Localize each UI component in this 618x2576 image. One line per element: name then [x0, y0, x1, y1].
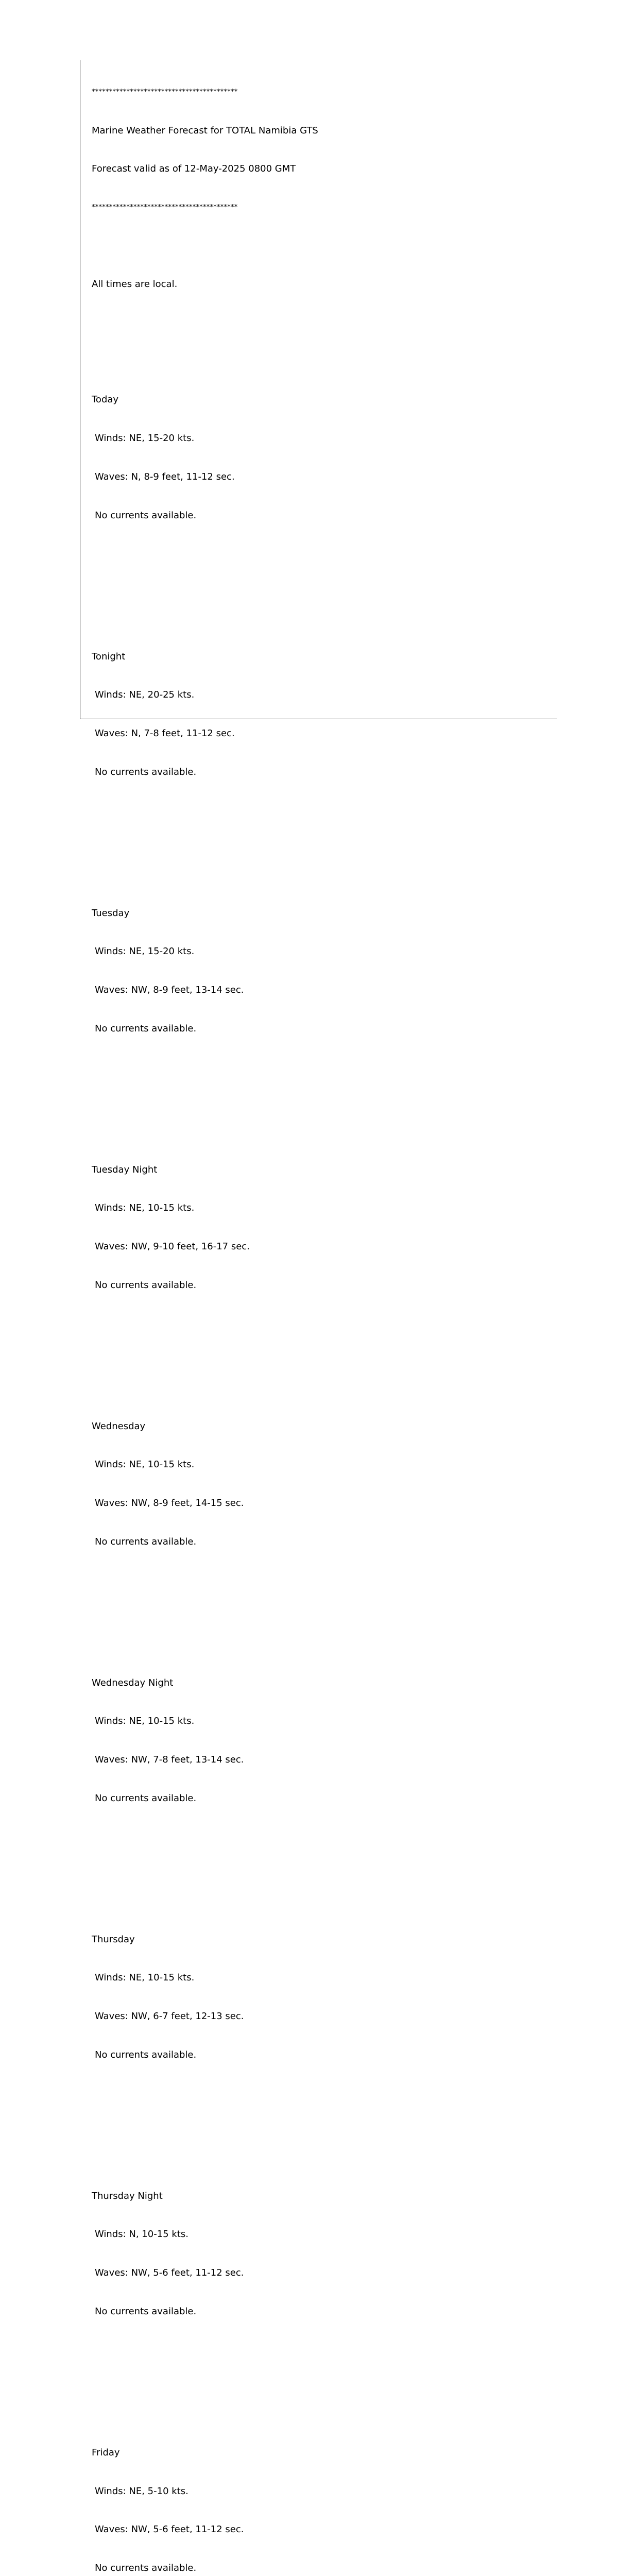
forecast-valid-time: Forecast valid as of 12-May-2025 0800 GMT [92, 163, 296, 175]
period-winds: Winds: NE, 15-20 kts. [95, 433, 195, 444]
forecast-period-wednesday-night [92, 1651, 318, 1831]
period-currents: No currents available. [95, 1279, 197, 1291]
period-name: Tuesday Night [92, 1164, 158, 1175]
spacer [92, 2113, 318, 2126]
spacer [92, 573, 318, 586]
period-name: Thursday Night [92, 2190, 163, 2201]
period-currents: No currents available. [95, 2049, 197, 2060]
forecast-period-thursday [92, 1908, 318, 2088]
period-currents: No currents available. [95, 1792, 197, 1804]
period-winds: Winds: NE, 5-10 kts. [95, 2485, 188, 2497]
forecast-period-tuesday-night [92, 1138, 318, 1318]
forecast-period-friday [92, 2421, 318, 2576]
forecast-period-today [92, 368, 318, 548]
period-name: Tuesday [92, 907, 130, 919]
period-waves: Waves: NW, 5-6 feet, 11-12 sec. [95, 2267, 244, 2279]
period-name: Tonight [92, 651, 126, 662]
spacer [92, 240, 318, 253]
header-stars-top: ****************************************** [92, 88, 238, 96]
forecast-period-thursday-night [92, 2164, 318, 2344]
period-winds: Winds: NE, 10-15 kts. [95, 1716, 195, 1727]
period-currents: No currents available. [95, 2562, 197, 2573]
period-currents: No currents available. [95, 2306, 197, 2317]
period-winds: Winds: NE, 10-15 kts. [95, 1459, 195, 1470]
forecast-document [92, 60, 318, 2576]
period-waves: Waves: NW, 7-8 feet, 13-14 sec. [95, 1754, 244, 1766]
times-note: All times are local. [92, 279, 178, 290]
header-stars-bottom: ****************************************** [92, 203, 238, 211]
period-currents: No currents available. [95, 1023, 197, 1034]
spacer [92, 1600, 318, 1613]
period-winds: Winds: N, 10-15 kts. [95, 2229, 188, 2240]
forecast-period-tuesday [92, 882, 318, 1061]
period-waves: Waves: NW, 6-7 feet, 12-13 sec. [95, 2011, 244, 2022]
spacer [92, 2369, 318, 2382]
spacer [92, 1856, 318, 1869]
period-name: Thursday [92, 1934, 135, 1945]
forecast-title: Marine Weather Forecast for TOTAL Namibia GTS [92, 125, 318, 136]
period-currents: No currents available. [95, 510, 197, 521]
period-waves: Waves: N, 7-8 feet, 11-12 sec. [95, 727, 235, 739]
spacer [92, 1343, 318, 1356]
period-winds: Winds: NE, 10-15 kts. [95, 1202, 195, 1214]
spacer [92, 830, 318, 843]
period-name: Wednesday Night [92, 1677, 174, 1688]
period-waves: Waves: NW, 5-6 feet, 11-12 sec. [95, 2524, 244, 2535]
period-waves: Waves: NW, 8-9 feet, 13-14 sec. [95, 984, 244, 995]
period-winds: Winds: NE, 20-25 kts. [95, 689, 195, 701]
period-waves: Waves: NW, 8-9 feet, 14-15 sec. [95, 1498, 244, 1509]
period-name: Today [92, 394, 119, 405]
forecast-period-tonight [92, 625, 318, 805]
period-winds: Winds: NE, 10-15 kts. [95, 1972, 195, 1984]
period-name: Wednesday [92, 1420, 146, 1432]
period-winds: Winds: NE, 15-20 kts. [95, 946, 195, 957]
period-currents: No currents available. [95, 766, 197, 777]
period-currents: No currents available. [95, 1536, 197, 1547]
spacer [92, 1087, 318, 1099]
spacer [92, 317, 318, 330]
period-waves: Waves: NW, 9-10 feet, 16-17 sec. [95, 1241, 250, 1252]
forecast-period-wednesday [92, 1395, 318, 1574]
period-name: Friday [92, 2447, 120, 2458]
period-waves: Waves: N, 8-9 feet, 11-12 sec. [95, 471, 235, 482]
